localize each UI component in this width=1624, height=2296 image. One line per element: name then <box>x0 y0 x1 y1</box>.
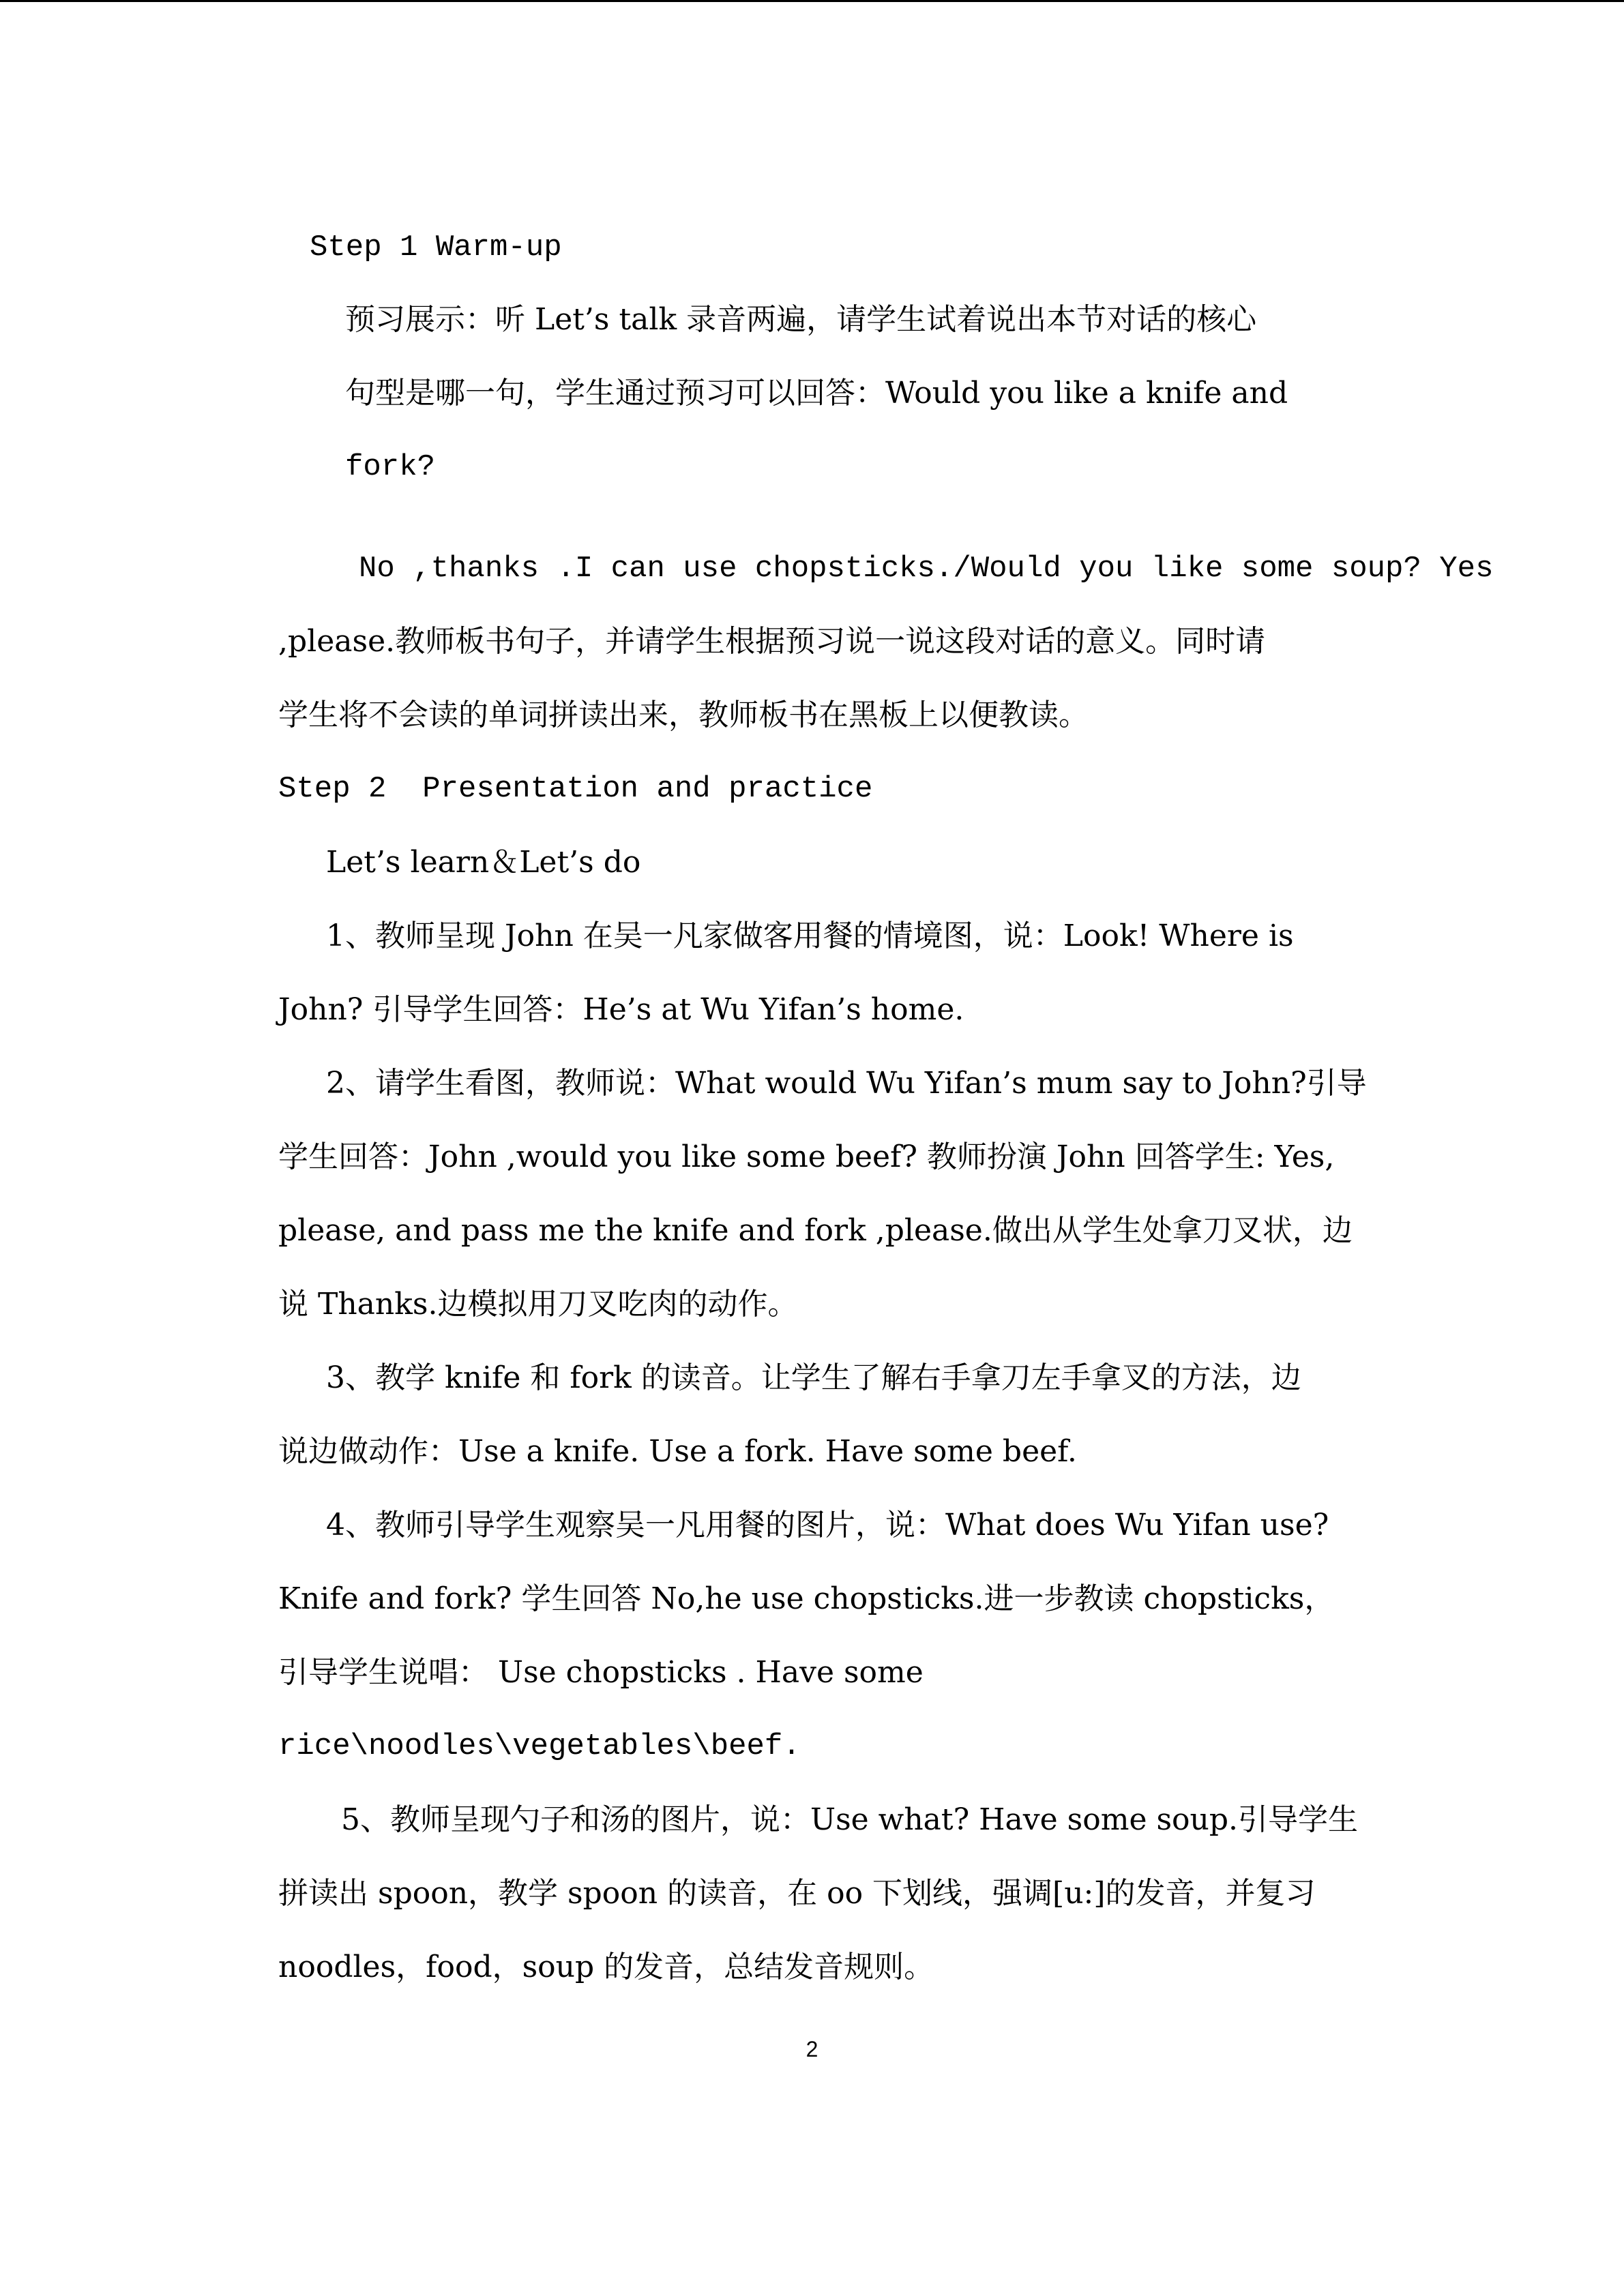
paragraph-line: 预习展示：听 Let’s talk 录音两遍，请学生试着说出本节对话的核心 <box>345 302 1257 337</box>
paragraph-line: 拼读出 spoon，教学 spoon 的读音，在 oo 下划线，强调[u:]的发音，并复习 <box>278 1876 1316 1911</box>
paragraph-line: 引导学生说唱： Use chopsticks . Have some <box>278 1655 924 1690</box>
paragraph-line: 句型是哪一句，学生通过预习可以回答：Would you like a knife and <box>345 376 1288 411</box>
page-number: 2 <box>806 2037 818 2061</box>
paragraph-line: Knife and fork? 学生回答 No,he use chopsticks.进一步教读 chopsticks， <box>278 1581 1335 1616</box>
paragraph-line: rice\noodles\vegetables\beef. <box>278 1729 801 1763</box>
step1-heading: Step 1 Warm-up <box>310 230 562 265</box>
paragraph-line: noodles，food，soup 的发音，总结发音规则。 <box>278 1950 934 1984</box>
paragraph-line: 说 Thanks.边模拟用刀叉吃肉的动作。 <box>278 1287 798 1322</box>
paragraph-line: fork? <box>345 450 436 484</box>
paragraph-line: 说边做动作：Use a knife. Use a fork. Have some beef. <box>278 1434 1077 1469</box>
list-item-5: 5、教师呈现勺子和汤的图片，说：Use what? Have some soup.引导学生 <box>341 1802 1359 1837</box>
paragraph-line: 学生将不会读的单词拼读出来，教师板书在黑板上以便教读。 <box>278 698 1089 732</box>
paragraph-line: No ,thanks .I can use chopsticks./Would you like some soup? Yes <box>359 552 1494 586</box>
list-item-1: 1、教师呈现 John 在吴一凡家做客用餐的情境图，说：Look! Where is <box>326 919 1294 953</box>
paragraph-line: please, and pass me the knife and fork ,please.做出从学生处拿刀叉状，边 <box>278 1213 1353 1248</box>
step2-heading: Step 2 Presentation and practice <box>278 772 873 806</box>
subheading: Let’s learn＆Let’s do <box>326 845 641 880</box>
paragraph-line: 学生回答：John ,would you like some beef? 教师扮演 John 回答学生: Yes, <box>278 1139 1335 1174</box>
paragraph-line: John? 引导学生回答：He’s at Wu Yifan’s home. <box>278 992 964 1027</box>
list-item-4: 4、教师引导学生观察吴一凡用餐的图片，说：What does Wu Yifan use? <box>326 1508 1329 1542</box>
paragraph-line: ,please.教师板书句子，并请学生根据预习说一说这段对话的意义。同时请 <box>278 624 1266 659</box>
list-item-3: 3、教学 knife 和 fork 的读音。让学生了解右手拿刀左手拿叉的方法，边 <box>326 1360 1301 1395</box>
list-item-2: 2、请学生看图，教师说：What would Wu Yifan’s mum say to John?引导 <box>326 1066 1367 1101</box>
